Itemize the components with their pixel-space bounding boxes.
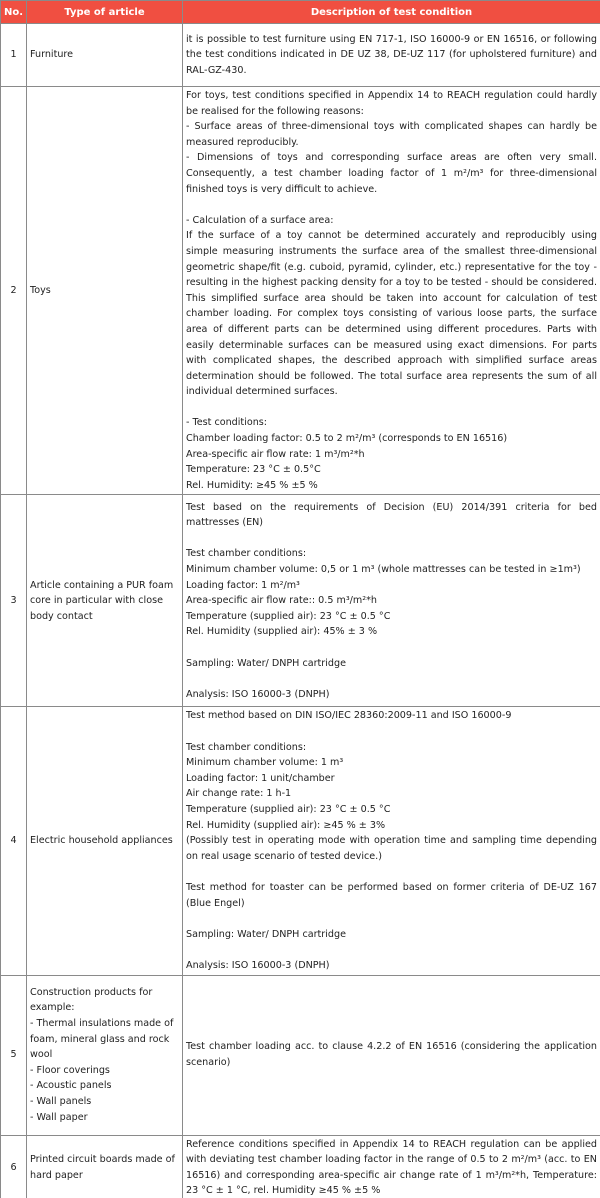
description-line: it is possible to test furniture using EN 717-1, ISO 16000-9 or EN 16516, or following the test conditions indicated in DE UZ 38, DE-UZ 117 (for upholstered furniture) and RAL-GZ-430. [186, 33, 597, 76]
test-condition-description-cell [183, 707, 600, 975]
description-line: Test method based on DIN ISO/IEC 28360:2009-11 and ISO 16000-9 [186, 710, 512, 722]
description-line: Chamber loading factor: 0.5 to 2 m²/m³ (corresponds to EN 16516) [186, 433, 508, 445]
test-condition-description-cell [183, 495, 600, 707]
table-row [1, 975, 600, 1135]
paragraph-spacer [186, 531, 597, 547]
description-line: For toys, test conditions specified in Appendix 14 to REACH regulation could hardly be realised for the following reasons: [186, 90, 597, 117]
article-type-line: - Acoustic panels [30, 1080, 112, 1092]
description-line: Analysis: ISO 16000-3 (DNPH) [186, 959, 330, 971]
description-line: Sampling: Water/ DNPH cartridge [186, 928, 346, 940]
description-line: Rel. Humidity (supplied air): 45% ± 3 % [186, 626, 378, 638]
description-line: Sampling: Water/ DNPH cartridge [186, 657, 346, 669]
description-line: Minimum chamber volume: 0,5 or 1 m³ (whole mattresses can be tested in ≥1m³) [186, 563, 581, 575]
description-line: Minimum chamber volume: 1 m³ [186, 757, 344, 769]
paragraph-spacer [186, 724, 597, 740]
description-line: Area-specific air flow rate: 1 m³/m²*h [186, 448, 365, 460]
description-line: Temperature: 23 °C ± 0.5°C [186, 464, 321, 476]
article-type-line: - Wall panels [30, 1096, 92, 1108]
description-line: Test method for toaster can be performed based on former criteria of DE-UZ 167 (Blue Engel) [186, 881, 597, 909]
description-line: Temperature (supplied air): 23 °C ± 0.5 °C [186, 804, 391, 815]
header-no: No. [1, 1, 27, 24]
description-line: If the surface of a toy cannot be determined accurately and reproducibly using simple measuring instruments the surface area of the smallest three-dimensional geometric shape/fit (e.g. cuboid, pyramid, cylinder, etc.) representative for the toy - resulting in the highest packing density for a toy to be tested - should be considered. This simplified surface area should be taken into account for calculation of test chamber loading. For complex toys consisting of various loose parts, the surface area of different parts can be determined using different procedures. Parts with easily determinable surfaces can be measured using exact dimensions. For parts with complicated shapes, the described approach with simplified surface areas determination should be followed. The total surface area represents the sum of all individual determined surfaces. [186, 230, 597, 398]
test-condition-description-cell [183, 24, 600, 87]
paragraph-spacer [186, 911, 597, 927]
description-line: Temperature (supplied air): 23 °C ± 0.5 °C [186, 610, 391, 622]
paragraph-spacer [186, 671, 597, 687]
article-type-line: - Thermal insulations made of foam, mineral glass and rock wool [30, 1018, 174, 1061]
article-type-cell [27, 975, 183, 1135]
table-row [1, 707, 600, 975]
row-number: 4 [1, 707, 27, 975]
article-type-line: - Wall paper [30, 1111, 88, 1123]
test-condition-description-cell [183, 975, 600, 1135]
row-number: 3 [1, 495, 27, 707]
article-type-cell [27, 1135, 183, 1198]
description-line: Area-specific air flow rate:: 0.5 m³/m²*h [186, 595, 377, 607]
article-type-cell [27, 495, 183, 707]
article-type-line: Toys [30, 284, 51, 296]
article-type-line: Printed circuit boards made of hard paper [30, 1154, 175, 1181]
description-line: Analysis: ISO 16000-3 (DNPH) [186, 688, 330, 700]
article-type-cell [27, 707, 183, 975]
description-line: Loading factor: 1 unit/chamber [186, 772, 335, 784]
description-line: Loading factor: 1 m²/m³ [186, 579, 300, 591]
description-line: Reference conditions specified in Appendix 14 to REACH regulation can be applied with deviating test chamber loading factor in the range of 0.5 to 2 m²/m³ (acc. to EN 16516) and corresponding area-specific air change rate of 1 m³/m²*h, Temperature: 23 °C ± 1 °C, rel. Humidity ≥45 % ±5 % [186, 1138, 597, 1197]
header-type-of-article: Type of article [27, 1, 183, 24]
row-number: 5 [1, 975, 27, 1135]
description-line: Test chamber conditions: [186, 741, 307, 753]
table-body [1, 24, 600, 1198]
paragraph-spacer [186, 864, 597, 880]
table-row [1, 495, 600, 707]
description-line: (Possibly test in operating mode with operation time and sampling time depending on real usage scenario of tested device.) [186, 835, 597, 862]
article-type-cell [27, 87, 183, 495]
description-line: - Calculation of a surface area: [186, 214, 334, 226]
paragraph-spacer [186, 400, 597, 416]
article-type-line: Electric household appliances [30, 835, 173, 847]
description-line: - Dimensions of toys and corresponding surface areas are often very small. Consequently, a test chamber loading factor of 1 m²/m³ for three-dimensional finished toys is very difficult to achieve. [186, 152, 597, 195]
test-condition-description-cell [183, 87, 600, 495]
row-number: 1 [1, 24, 27, 87]
paragraph-spacer [186, 942, 597, 958]
paragraph-spacer [186, 640, 597, 656]
article-type-cell [27, 24, 183, 87]
description-line: Test chamber loading acc. to clause 4.2.2 of EN 16516 (considering the application scenario) [186, 1041, 597, 1069]
description-line: Rel. Humidity (supplied air): ≥45 % ± 3% [186, 819, 386, 831]
description-line: Air change rate: 1 h-1 [186, 788, 292, 800]
table-header-row [1, 1, 600, 24]
table-row [1, 87, 600, 495]
table-row [1, 1135, 600, 1198]
article-type-line: - Floor coverings [30, 1064, 110, 1076]
paragraph-spacer [186, 197, 597, 213]
description-line: - Test conditions: [186, 417, 268, 429]
row-number: 2 [1, 87, 27, 495]
article-type-line: Construction products for example: [30, 986, 153, 1014]
description-line: Rel. Humidity: ≥45 % ±5 % [186, 479, 318, 491]
table-row [1, 24, 600, 87]
description-line: Test based on the requirements of Decision (EU) 2014/391 criteria for bed mattresses (EN) [186, 501, 597, 529]
description-line: - Surface areas of three-dimensional toys with complicated shapes can hardly be measured reproducibly. [186, 121, 597, 148]
description-line: Test chamber conditions: [186, 548, 307, 560]
article-type-line: Article containing a PUR foam core in particular with close body contact [30, 579, 174, 622]
test-condition-description-cell [183, 1135, 600, 1198]
article-type-line: Furniture [30, 49, 74, 61]
header-description: Description of test condition [183, 1, 600, 24]
row-number: 6 [1, 1135, 27, 1198]
